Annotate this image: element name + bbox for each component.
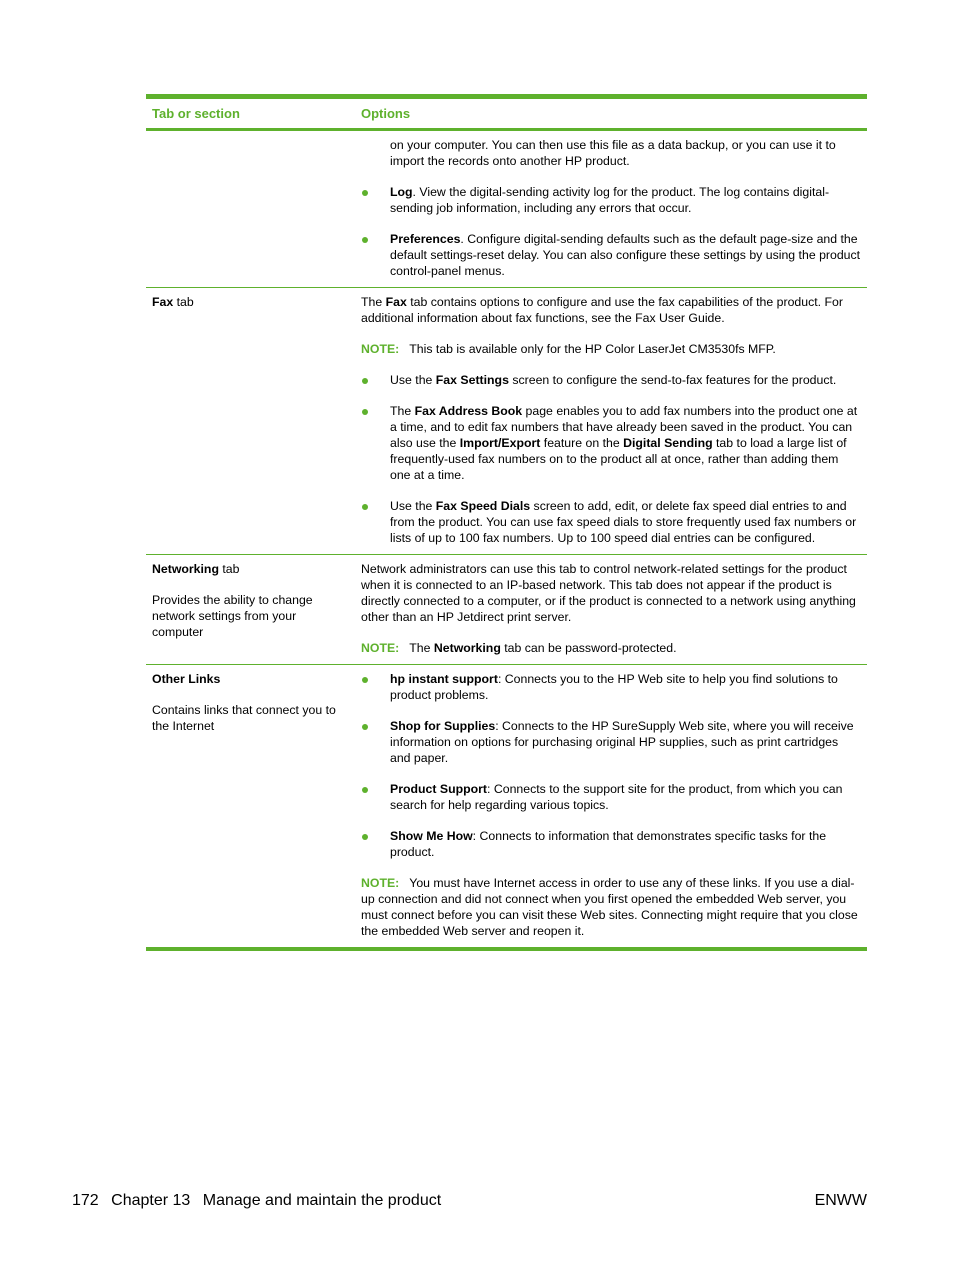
list-item-preferences	[361, 231, 861, 279]
bullet-icon	[362, 378, 368, 384]
fax-note	[361, 341, 861, 357]
footer-right: ENWW	[814, 1192, 867, 1209]
table-row-networking	[146, 555, 867, 665]
links-note	[361, 875, 861, 939]
fax-intro: The Fax tab contains options to configure and use the fax capabilities of the product. For additional information about fax functions, see the Fax User Guide.	[361, 295, 843, 325]
link-term: Shop for Supplies	[390, 719, 496, 733]
list-item-log	[361, 184, 861, 216]
list-item-product-support	[361, 781, 861, 813]
row-title: Networking	[152, 562, 219, 576]
list-item-show-me-how	[361, 828, 861, 860]
list-item-term: Log	[390, 185, 413, 199]
row-description: Provides the ability to change network settings from your computer	[152, 593, 313, 639]
row-title: Fax	[152, 295, 174, 309]
row-label-fax	[146, 288, 355, 554]
options-table	[146, 94, 867, 951]
list-item-fax-speed-dials: Use the Fax Speed Dials screen to add, edit, or delete fax speed dial entries to and from the product. You can use fax speed dials to store frequently used fax numbers or lists of up to 100 fax numbers. Up to 100 speed dial entries can be configured.	[361, 498, 861, 546]
row-options	[355, 288, 867, 554]
link-term: Product Support	[390, 782, 488, 796]
list-item-text: : Connects you to the HP Web site to help you find solutions to product problems.	[390, 672, 838, 702]
page-footer	[72, 1192, 867, 1210]
table-row-continuation	[146, 131, 867, 288]
list-item-text: : Connects to the HP SureSupply Web site, where you will receive information on options for purchasing original HP supplies, such as print cartridges and paper.	[390, 719, 854, 765]
list-item-text: . Configure digital-sending defaults such as the default page-size and the default settings-reset delay. You can also configure these settings by using the product control-panel menus.	[390, 232, 861, 278]
table-bottom-rule	[146, 947, 867, 951]
bullet-icon	[362, 190, 368, 196]
chapter-title: Manage and maintain the product	[202, 1192, 442, 1209]
note-text: You must have Internet access in order to use any of these links. If you use a dial-up connection and did not connect when you first opened the embedded Web server, you must connect before you can visit these Web sites. Connecting might require that you close the embedded Web server and reopen it.	[361, 876, 858, 938]
row-label-networking	[146, 555, 355, 664]
row-options	[355, 131, 867, 287]
bullet-icon	[362, 724, 368, 730]
networking-note: NOTE: The Networking tab can be password-protected.	[361, 641, 677, 655]
list-item-text: : Connects to information that demonstrates specific tasks for the product.	[390, 829, 827, 859]
link-term: Show Me How	[390, 829, 473, 843]
table-row-fax	[146, 288, 867, 555]
note-label: NOTE:	[361, 641, 400, 655]
chapter-label: Chapter 13	[111, 1192, 191, 1209]
table-header	[146, 99, 867, 128]
row-label-empty	[146, 131, 355, 287]
bullet-icon	[362, 834, 368, 840]
list-item-term: Preferences	[390, 232, 461, 246]
bullet-icon	[362, 504, 368, 510]
page-number: 172	[72, 1192, 99, 1209]
list-item-text: : Connects to the support site for the product, from which you can search for help regarding various topics.	[390, 782, 843, 812]
list-item-hp-instant-support	[361, 671, 861, 703]
row-description: Contains links that connect you to the Internet	[152, 703, 336, 733]
row-title-suffix: tab	[173, 295, 194, 309]
note-text: This tab is available only for the HP Color LaserJet CM3530fs MFP.	[409, 342, 776, 356]
row-options	[355, 555, 867, 664]
footer-left	[72, 1192, 449, 1210]
networking-body: Network administrators can use this tab to control network-related settings for the product when it is connected to an IP-based network. This tab does not appear if the product is directly connected to a computer, or if the product is connected to a network using anything other than an HP Jetdirect print server.	[361, 562, 856, 624]
list-item-shop-for-supplies	[361, 718, 861, 766]
list-item-fax-address-book: The Fax Address Book page enables you to add fax numbers into the product one at a time, and to edit fax numbers that have already been saved in the product. You can also use the Import/Export feature on the Digital Sending tab to load a large list of frequently-used fax numbers on to the product all at once, rather than adding them one at a time.	[361, 403, 861, 483]
row-options	[355, 665, 867, 947]
bullet-icon	[362, 409, 368, 415]
list-item-text: . View the digital-sending activity log for the product. The log contains digital-sending job information, including any errors that occur.	[390, 185, 830, 215]
row-label-other-links	[146, 665, 355, 947]
note-label: NOTE:	[361, 342, 400, 356]
bullet-icon	[362, 237, 368, 243]
note-label: NOTE:	[361, 876, 400, 890]
header-options: Options	[361, 106, 411, 121]
row-title-suffix: tab	[218, 562, 240, 576]
link-term: hp instant support	[390, 672, 498, 686]
list-item-fax-settings: Use the Fax Settings screen to configure the send-to-fax features for the product.	[361, 372, 861, 388]
bullet-icon	[362, 787, 368, 793]
continuation-text: on your computer. You can then use this file as a data backup, or you can use it to import the records onto another HP product.	[390, 138, 836, 168]
row-title: Other Links	[152, 672, 221, 686]
header-tab-or-section: Tab or section	[152, 106, 240, 121]
bullet-icon	[362, 677, 368, 683]
table-row-other-links	[146, 665, 867, 947]
